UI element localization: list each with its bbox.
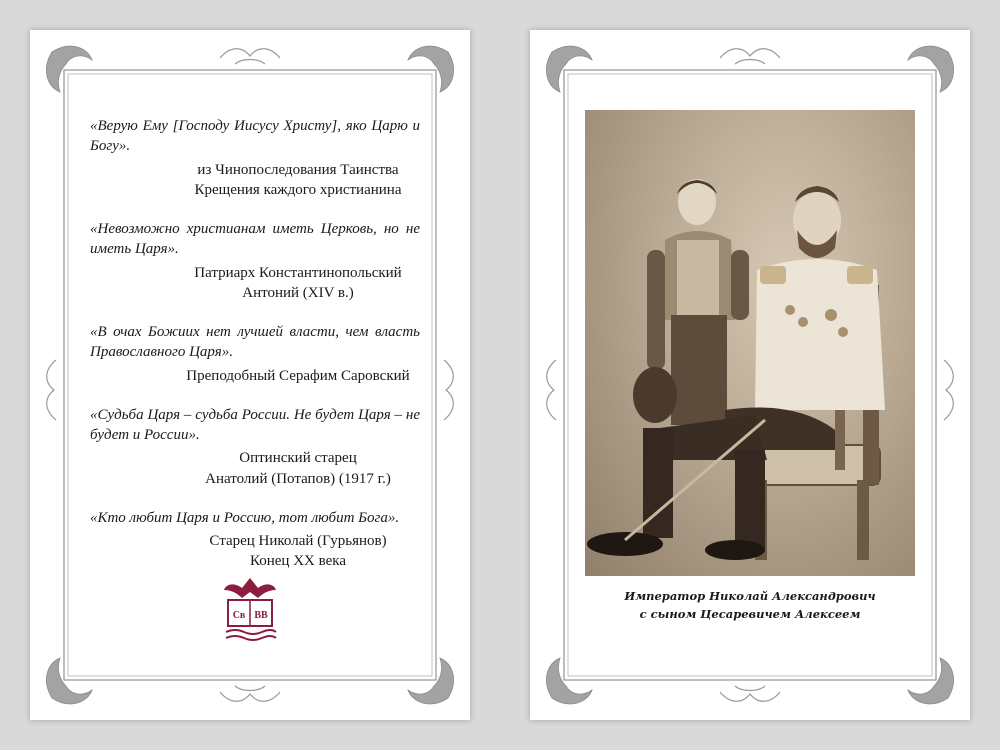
quote-source xyxy=(90,263,420,304)
right-page xyxy=(530,30,970,720)
quote-text: «Невозможно христианам иметь Церковь, но не иметь Царя». xyxy=(90,221,420,258)
quote-source-line: Антоний (XIV в.) xyxy=(242,284,354,301)
quote-5 xyxy=(90,508,420,572)
caption-line: Император Николай Александрович xyxy=(624,589,876,603)
quote-source xyxy=(90,160,420,201)
quote-text: «Судьба Царя – судьба России. Не будет Царя – не будет и России». xyxy=(90,406,420,443)
quotes-list xyxy=(90,116,420,591)
quote-text: «В очах Божиих нет лучшей власти, чем власть Православного Царя». xyxy=(90,324,420,361)
publisher-logo-text: Св xyxy=(232,610,246,621)
quote-1 xyxy=(90,116,420,200)
quote-3 xyxy=(90,322,420,386)
quote-4 xyxy=(90,405,420,489)
quote-text: «Кто любит Царя и Россию, тот любит Бога». xyxy=(90,509,400,526)
quote-source-line: Крещения каждого христианина xyxy=(194,181,402,198)
publisher-book-eagle-icon xyxy=(220,574,280,646)
quote-text: «Верую Ему [Господу Иисусу Христу], яко Царю и Богу». xyxy=(90,118,420,155)
quote-source xyxy=(90,366,420,386)
quote-2 xyxy=(90,219,420,303)
boy-figure xyxy=(633,179,749,425)
quote-source-line: из Чинопоследования Таинства xyxy=(197,161,399,178)
photo-caption xyxy=(570,588,930,624)
quote-source xyxy=(90,531,420,572)
quote-source-line: Старец Николай (Гурьянов) xyxy=(209,533,387,549)
quote-source xyxy=(90,448,420,489)
svg-text:ВВ: ВВ xyxy=(254,610,268,621)
quote-source-line: Патриарх Константинопольский xyxy=(194,264,402,281)
quote-source-line: Конец XX века xyxy=(249,553,346,570)
photo-emperor-and-son xyxy=(585,110,915,576)
quote-source-line: Оптинский старец xyxy=(239,450,357,467)
left-page xyxy=(30,30,470,720)
quote-source-line: Анатолий (Потапов) (1917 г.) xyxy=(205,470,391,487)
caption-line: с сыном Цесаревичем Алексеем xyxy=(639,606,861,621)
emperor-figure xyxy=(587,186,885,560)
quote-source-line: Преподобный Серафим Саровский xyxy=(186,367,410,384)
